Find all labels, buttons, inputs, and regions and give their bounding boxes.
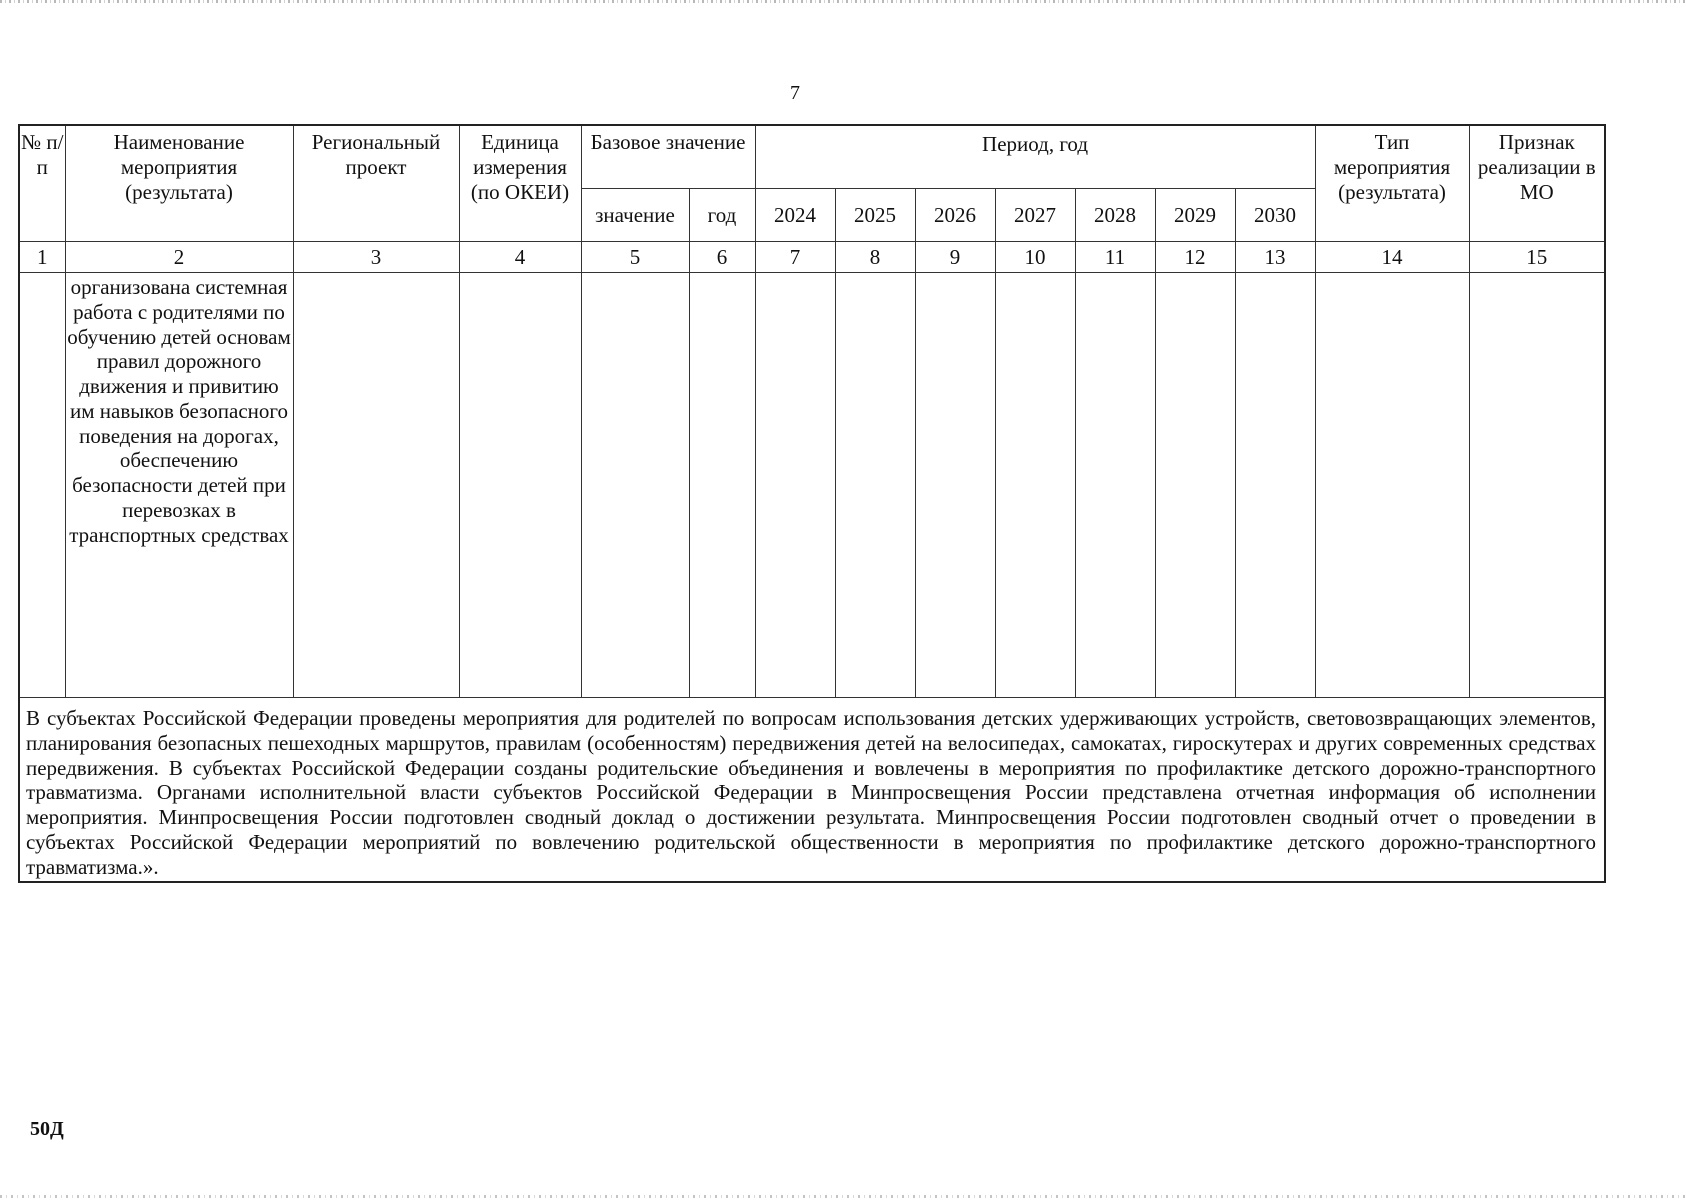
header-year: 2028 — [1075, 189, 1155, 242]
header-year: 2024 — [755, 189, 835, 242]
column-number: 6 — [689, 242, 755, 273]
header-base-value-value: значение — [581, 189, 689, 242]
header-mo-sign: Признак реализации в МО — [1469, 125, 1605, 242]
scan-edge-bottom — [0, 1195, 1686, 1198]
column-number: 7 — [755, 242, 835, 273]
row-unit-cell — [459, 273, 581, 698]
header-event-type: Тип мероприятия (результата) — [1315, 125, 1469, 242]
column-number: 15 — [1469, 242, 1605, 273]
header-unit: Единица измерения (по ОКЕИ) — [459, 125, 581, 242]
activities-table — [18, 124, 1606, 883]
header-period: Период, год — [755, 125, 1315, 189]
column-number: 14 — [1315, 242, 1469, 273]
description-row — [19, 698, 1605, 883]
header-year: 2030 — [1235, 189, 1315, 242]
column-number: 3 — [293, 242, 459, 273]
row-num-cell — [19, 273, 65, 698]
header-regional-project: Региональный проект — [293, 125, 459, 242]
scan-edge-top — [0, 0, 1686, 3]
row-year-cell — [1235, 273, 1315, 698]
column-number: 2 — [65, 242, 293, 273]
column-number: 1 — [19, 242, 65, 273]
row-year-cell — [755, 273, 835, 698]
column-number: 9 — [915, 242, 995, 273]
page-number: 7 — [790, 82, 800, 104]
footer-code: 50Д — [30, 1118, 64, 1140]
row-regional-project-cell — [293, 273, 459, 698]
table-row — [19, 273, 1605, 698]
column-number: 8 — [835, 242, 915, 273]
header-base-value: Базовое значение — [581, 125, 755, 189]
column-number: 12 — [1155, 242, 1235, 273]
column-number: 4 — [459, 242, 581, 273]
header-event-name: Наименование мероприятия (результата) — [65, 125, 293, 242]
row-base-year-cell — [689, 273, 755, 698]
row-event-name: организована системная работа с родителями по обучению детей основам правил дорожного движения и привитию им навыков безопасного поведения на дорогах, обеспечению безопасности детей при перевозках в транспортных средствах — [65, 273, 293, 698]
header-year: 2026 — [915, 189, 995, 242]
row-year-cell — [1075, 273, 1155, 698]
row-event-type-cell — [1315, 273, 1469, 698]
column-number: 13 — [1235, 242, 1315, 273]
header-row — [19, 125, 1605, 189]
header-num: № п/п — [19, 125, 65, 242]
header-base-value-year: год — [689, 189, 755, 242]
result-description: В субъектах Российской Федерации проведены мероприятия для родителей по вопросам использования детских удерживающих устройств, световозвращающих элементов, планирования безопасных пешеходных маршрутов, правилам (особенностям) передвижения детей на велосипедах, самокатах, гироскутерах и других современных средствах передвижения. В субъектах Российской Федерации созданы родительские объединения и вовлечены в мероприятия по профилактике детского дорожно-транспортного травматизма. Органами исполнительной власти субъектов Российской Федерации в Минпросвещения России представлена отчетная информация об исполнении мероприятия. Минпросвещения России подготовлен сводный доклад о достижении результата. Минпросвещения России подготовлен сводный отчет о проведении в субъектах Российской Федерации мероприятий по вовлечению родительской общественности в мероприятия по профилактике детского дорожно-транспортного травматизма.». — [19, 698, 1605, 883]
row-mo-sign-cell — [1469, 273, 1605, 698]
row-year-cell — [1155, 273, 1235, 698]
column-number: 5 — [581, 242, 689, 273]
column-number: 10 — [995, 242, 1075, 273]
header-year: 2029 — [1155, 189, 1235, 242]
column-number: 11 — [1075, 242, 1155, 273]
row-base-value-cell — [581, 273, 689, 698]
header-year: 2027 — [995, 189, 1075, 242]
header-year: 2025 — [835, 189, 915, 242]
row-year-cell — [915, 273, 995, 698]
column-numbers-row — [19, 242, 1605, 273]
row-year-cell — [995, 273, 1075, 698]
row-year-cell — [835, 273, 915, 698]
